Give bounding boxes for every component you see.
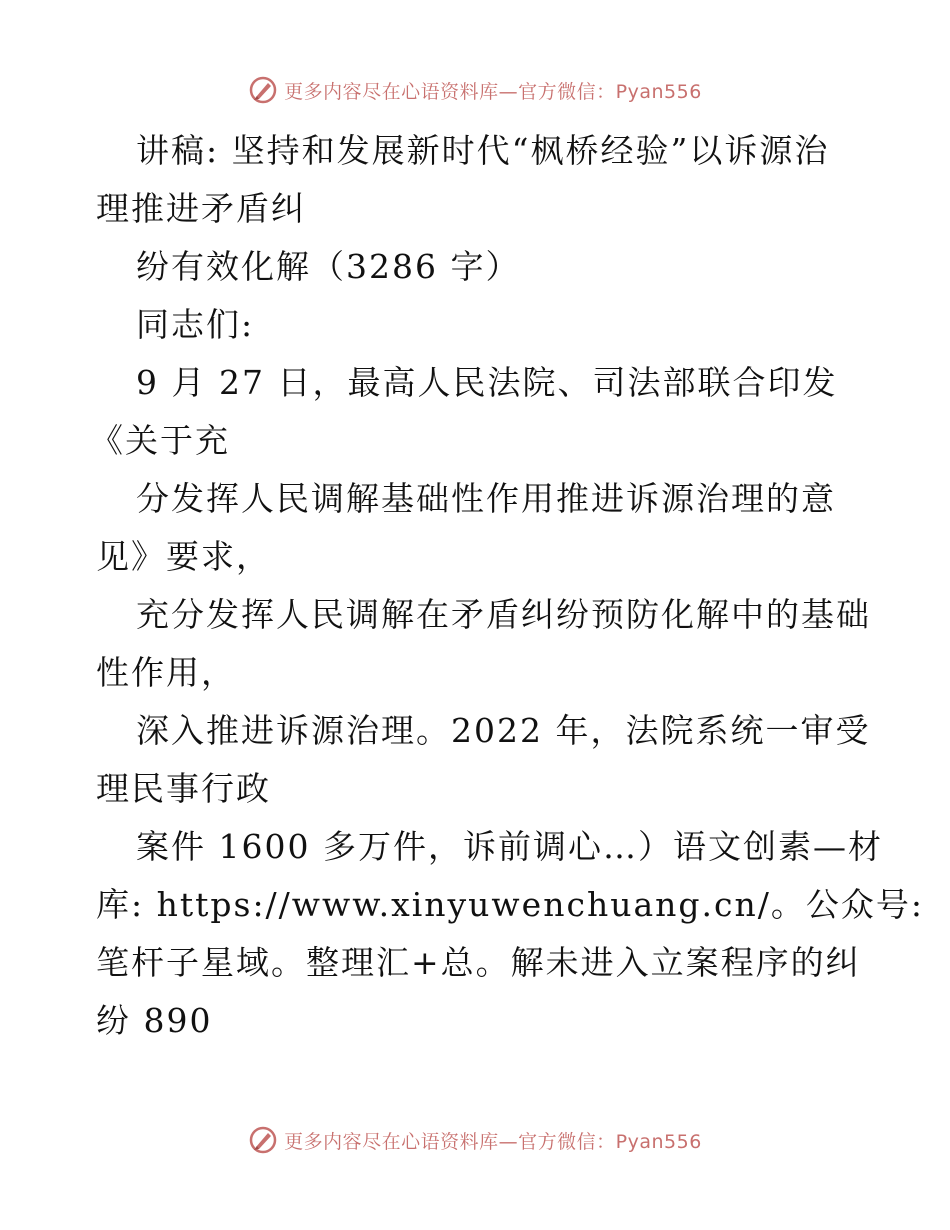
text-line: 见》要求，: [96, 537, 271, 576]
text-line: 深入推进诉源治理。2022 年，法院系统一审受: [136, 711, 871, 750]
text-line: 库: https://www.xinyuwenchuang.cn/。公众号:: [96, 885, 924, 924]
text-line: 性作用，: [96, 653, 236, 692]
text-line: 讲稿: 坚持和发展新时代“枫桥经验”以诉源治: [136, 131, 830, 170]
text-line: 理推进矛盾纠: [96, 189, 306, 228]
footer-watermark: [0, 1122, 950, 1158]
text-line: 案件 1600 多万件，诉前调心…）语文创素—材: [136, 827, 883, 866]
watermark-text: 更多内容尽在心语资料库—官方微信：Pyan556: [284, 1130, 702, 1153]
text-line: 《关于充: [90, 421, 230, 460]
text-line: 纷 890: [96, 1001, 213, 1040]
text-line: 理民事行政: [96, 769, 271, 808]
text-line: 纷有效化解（3286 字）: [136, 247, 521, 286]
watermark-text: 更多内容尽在心语资料库—官方微信：Pyan556: [284, 80, 702, 103]
header-watermark: [0, 72, 950, 108]
text-line: 同志们:: [136, 305, 255, 344]
text-line: 笔杆子星域。整理汇+总。解未进入立案程序的纠: [96, 943, 861, 982]
document-body: [90, 122, 924, 1050]
pen-logo-icon: [248, 75, 278, 105]
text-line: 分发挥人民调解基础性作用推进诉源治理的意: [136, 479, 836, 518]
text-line: 充分发挥人民调解在矛盾纠纷预防化解中的基础: [136, 595, 871, 634]
pen-logo-icon: [248, 1125, 278, 1155]
text-line: 9 月 27 日，最高人民法院、司法部联合印发: [136, 363, 838, 402]
